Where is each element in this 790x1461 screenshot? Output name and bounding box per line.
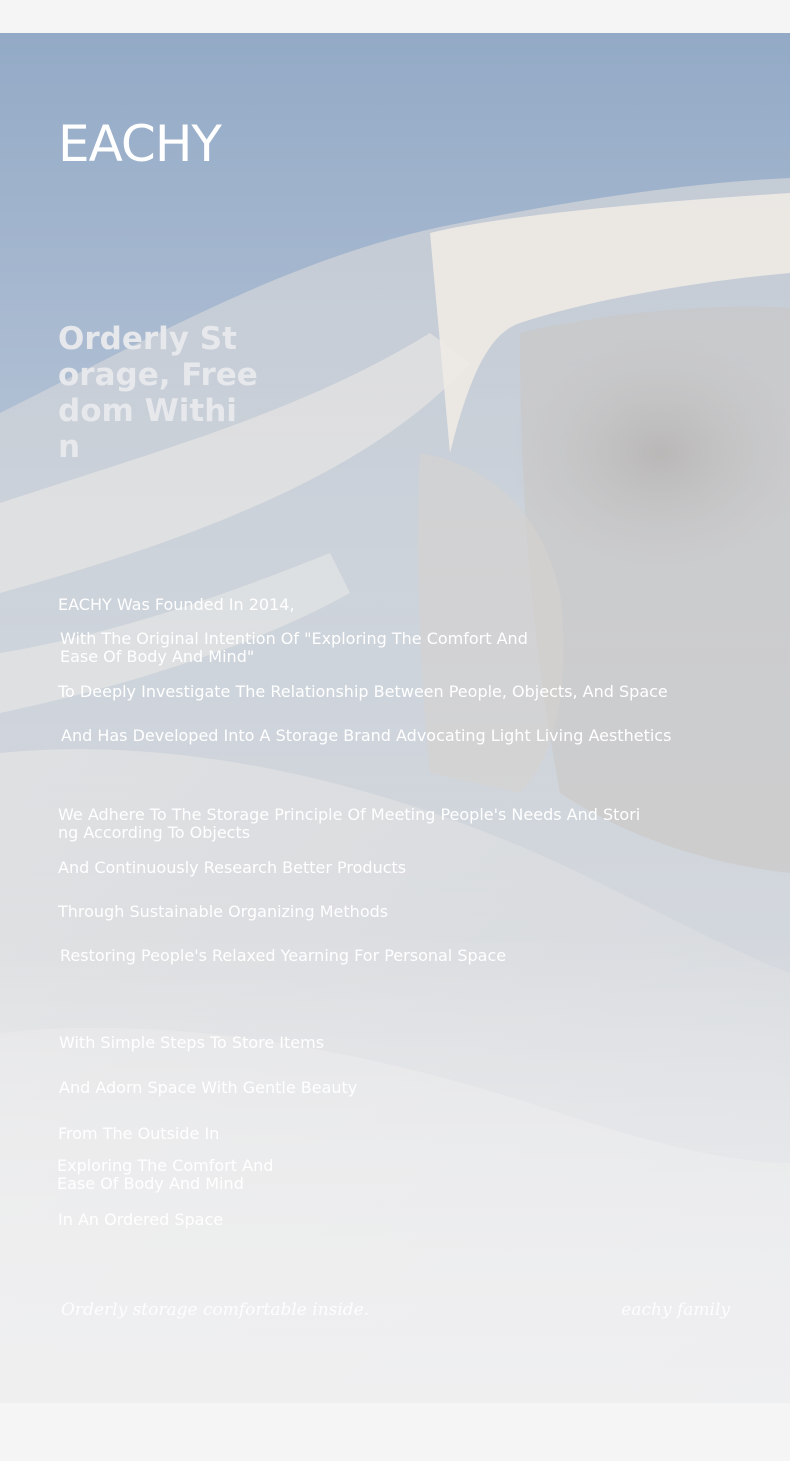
body-line: With The Original Intention Of "Exploring The Comfort And Ease Of Body And Mind" (60, 629, 528, 666)
brand-logo-text: EACHY (58, 115, 221, 173)
body-line: And Has Developed Into A Storage Brand Advocating Light Living Aesthetics (61, 726, 672, 745)
fabric-background-image (0, 33, 790, 1403)
body-line: EACHY Was Founded In 2014, (58, 595, 295, 614)
body-line: To Deeply Investigate The Relationship Between People, Objects, And Space (58, 682, 668, 701)
body-line: From The Outside In (58, 1124, 220, 1143)
footer-slogan: Orderly storage comfortable inside. (61, 1300, 370, 1320)
body-line: In An Ordered Space (58, 1210, 224, 1229)
hero-banner (0, 33, 790, 1403)
body-line: Restoring People's Relaxed Yearning For Personal Space (60, 946, 507, 965)
body-line: With Simple Steps To Store Items (59, 1033, 325, 1052)
body-line: Through Sustainable Organizing Methods (58, 902, 389, 921)
tagline: Orderly Storage, Freedom Within (58, 321, 258, 465)
body-line: Exploring The Comfort And Ease Of Body And Mind (57, 1156, 274, 1193)
footer-signature: eachy family (621, 1300, 730, 1320)
body-line: And Continuously Research Better Products (58, 858, 407, 877)
body-line: We Adhere To The Storage Principle Of Meeting People's Needs And Storing According To Objects (58, 805, 641, 842)
body-line: And Adorn Space With Gentle Beauty (59, 1078, 358, 1097)
